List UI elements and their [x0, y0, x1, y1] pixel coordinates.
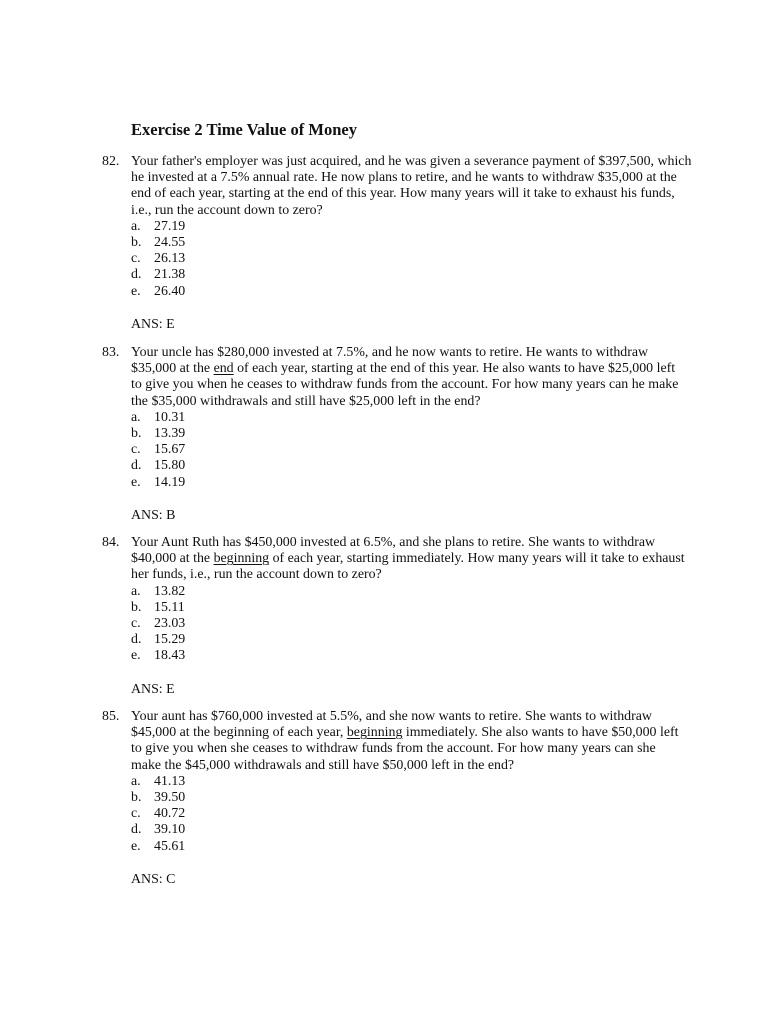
option-value: 13.39 [154, 425, 186, 441]
question-body [131, 154, 702, 333]
option-letter: d. [131, 458, 142, 474]
question-number: 82. [102, 154, 120, 169]
question-text-line: i.e., run the account down to zero? [131, 202, 323, 218]
option-value: 15.11 [154, 599, 185, 615]
option-letter: b. [131, 425, 142, 441]
option-letter: d. [131, 632, 142, 648]
question-text-line: to give you when he ceases to withdraw funds from the account. For how many years can he make [131, 377, 679, 393]
option-value: 10.31 [154, 409, 186, 425]
option-value: 39.50 [154, 789, 186, 805]
answer-option-e [131, 839, 702, 855]
question-text-line: the $35,000 withdrawals and still have $25,000 left in the end? [131, 393, 481, 409]
text-segment: immediately. She also wants to have $50,000 left [402, 725, 679, 741]
option-letter: e. [131, 474, 141, 490]
text-segment: $45,000 at the beginning of each year, [131, 725, 347, 741]
option-letter: b. [131, 789, 142, 805]
answer-option-d [131, 822, 702, 838]
text-segment: of each year, starting immediately. How many years will it take to exhaust [269, 551, 685, 567]
option-value: 18.43 [154, 648, 186, 664]
underlined-word: beginning [213, 551, 270, 567]
option-letter: e. [131, 648, 141, 664]
option-letter: d. [131, 267, 142, 283]
option-value: 23.03 [154, 615, 186, 631]
answer-option-a [131, 410, 702, 426]
option-value: 24.55 [154, 234, 186, 250]
answer-option-c [131, 442, 702, 458]
answer-option-d [131, 632, 702, 648]
question-text-line: Your Aunt Ruth has $450,000 invested at 6.5%, and she plans to retire. She wants to withdraw [131, 535, 656, 550]
option-letter: a. [131, 583, 141, 599]
answer-option-b [131, 235, 702, 251]
answer-option-e [131, 284, 702, 300]
option-value: 14.19 [154, 474, 186, 490]
answer-option-d [131, 267, 702, 283]
question-number: 83. [102, 345, 120, 360]
answer-key: ANS: E [131, 681, 175, 697]
option-value: 45.61 [154, 838, 186, 854]
question-82 [102, 154, 702, 333]
option-value: 41.13 [154, 773, 186, 789]
answer-option-b [131, 600, 702, 616]
option-letter: b. [131, 234, 142, 250]
option-letter: a. [131, 773, 141, 789]
option-letter: d. [131, 822, 142, 838]
question-text-line: make the $45,000 withdrawals and still have $50,000 left in the end? [131, 757, 515, 773]
underlined-word: end [213, 361, 234, 377]
option-value: 15.67 [154, 442, 186, 458]
answer-option-d [131, 458, 702, 474]
option-value: 26.40 [154, 283, 186, 299]
question-85 [102, 709, 702, 888]
answer-option-a [131, 774, 702, 790]
answer-option-a [131, 219, 702, 235]
answer-option-c [131, 251, 702, 267]
answer-option-b [131, 426, 702, 442]
option-letter: c. [131, 442, 141, 458]
answer-option-a [131, 584, 702, 600]
text-segment: of each year, starting at the end of this year. He also wants to have $25,000 left [233, 361, 676, 377]
option-value: 26.13 [154, 251, 186, 267]
option-value: 15.80 [154, 458, 186, 474]
question-number: 84. [102, 535, 120, 550]
underlined-word: beginning [346, 725, 403, 741]
question-text-line: end of each year, starting at the end of this year. How many years will it take to exhaust his funds, [131, 186, 675, 202]
question-body [131, 345, 702, 524]
question-84 [102, 535, 702, 698]
option-value: 21.38 [154, 267, 186, 283]
answer-option-e [131, 648, 702, 664]
text-segment: $35,000 at the [131, 361, 214, 377]
answer-option-c [131, 616, 702, 632]
option-letter: e. [131, 838, 141, 854]
answer-key: ANS: E [131, 316, 175, 332]
question-text-line [131, 361, 702, 377]
option-value: 13.82 [154, 583, 186, 599]
answer-option-e [131, 475, 702, 491]
question-text-line: Your aunt has $760,000 invested at 5.5%, and she now wants to retire. She wants to withdraw [131, 709, 652, 724]
question-text-line: Your father's employer was just acquired, and he was given a severance payment of $397,500, which [131, 154, 692, 169]
option-value: 39.10 [154, 822, 186, 838]
option-letter: c. [131, 615, 141, 631]
question-text-line: Your uncle has $280,000 invested at 7.5%, and he now wants to retire. He wants to withdraw [131, 345, 649, 360]
option-letter: e. [131, 283, 141, 299]
question-text-line: to give you when she ceases to withdraw funds from the account. For how many years can she [131, 741, 656, 757]
question-body [131, 535, 702, 698]
option-letter: b. [131, 599, 142, 615]
option-value: 40.72 [154, 806, 186, 822]
option-letter: a. [131, 218, 141, 234]
option-letter: a. [131, 409, 141, 425]
question-text-line [131, 725, 702, 741]
question-number: 85. [102, 709, 120, 724]
question-text-line: he invested at a 7.5% annual rate. He now plans to retire, and he wants to withdraw $35,000 at the [131, 170, 677, 186]
option-value: 27.19 [154, 218, 186, 234]
page-title: Exercise 2 Time Value of Money [131, 120, 357, 139]
question-text-line: her funds, i.e., run the account down to zero? [131, 567, 382, 583]
text-segment: $40,000 at the [131, 551, 214, 567]
option-letter: c. [131, 251, 141, 267]
answer-option-b [131, 790, 702, 806]
option-letter: c. [131, 806, 141, 822]
question-body [131, 709, 702, 888]
option-value: 15.29 [154, 632, 186, 648]
answer-key: ANS: C [131, 871, 176, 887]
question-83 [102, 345, 702, 524]
question-text-line [131, 551, 702, 567]
answer-key: ANS: B [131, 507, 176, 523]
answer-option-c [131, 806, 702, 822]
